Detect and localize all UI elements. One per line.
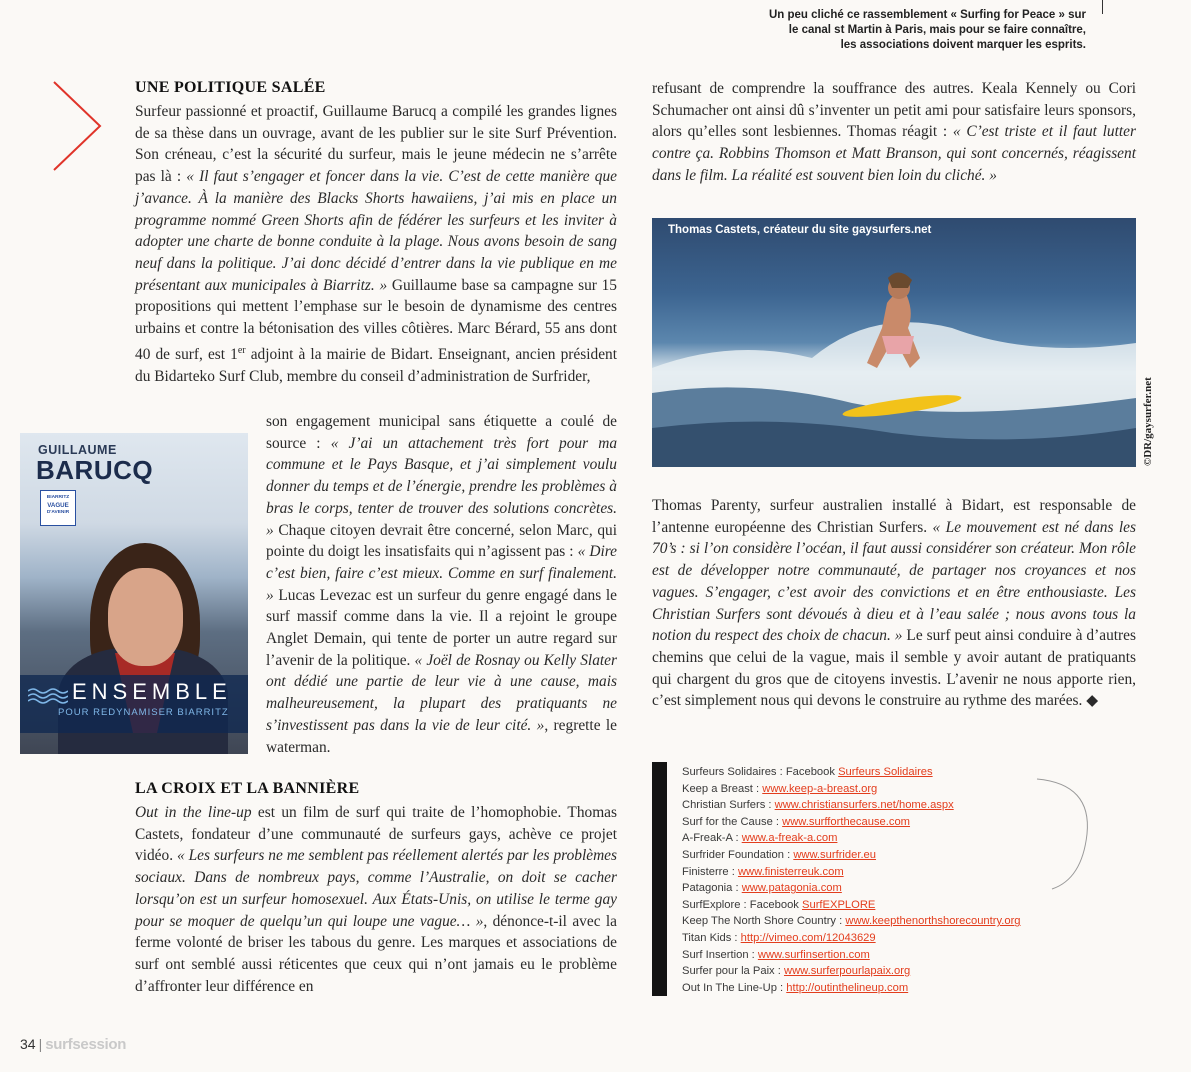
link-item [682,830,1021,847]
page-footer [20,1036,126,1053]
text-span: Thomas Parenty, surfeur australien installé à Bidart, est responsable de l’antenne européenne des Christian Surfers. [652,497,1136,536]
caption-line-1: Un peu cliché ce rassemblement « Surfing for Peace » sur [768,9,1086,21]
link-label: Surf Insertion : [682,948,758,961]
link-item [682,980,1021,997]
link-url[interactable]: Surfeurs Solidaires [838,766,933,778]
quote-thomas: « C’est triste et il faut lutter contre ça. Robbins Thomson et Matt Branson, qui sont concernés, réagissent dans le film. La réalité est souvent bien loin du cliché. » [652,123,1136,184]
photo-caption-top [726,8,1086,53]
link-item [682,797,1021,814]
link-item [682,963,1021,980]
campaign-poster-image [20,433,248,754]
text-span: Guillaume base sa campagne sur 15 propositions qui mettent l’emphase sur le besoin de dynamisme des centres urbains et contre la bétonisation des villes côtières. Marc Bérard, 55 ans dont 40 de surf, est 1 [135,276,617,363]
links-bar [652,762,667,996]
link-label: Keep a Breast : [682,782,763,795]
text-span: est un film de surf qui traite de l’homophobie. Thomas Castets, fondateur d’une communauté de surfeurs gays, achève ce projet vidéo. [135,804,617,865]
text-span: , regrette le waterman. [266,716,617,756]
link-label: Surf for the Cause : [682,815,783,828]
photo-credit: ©DR/gaysurfer.net [1142,377,1154,466]
quote-castets: « Les surfeurs ne me semblent pas réellement alertés par les problèmes sociaux. Dans de nombreux pays, comme l’Australie, on doit se cacher lorsqu’on est un surfeur homosexuel. Aux États-Unis, on utilise le terme gay pour se moquer de quelqu’un qui loupe une vague… » [135,847,618,930]
paragraph-barucq [135,101,617,387]
link-url[interactable]: www.surfforthecause.com [782,815,911,828]
link-url[interactable]: www.surferpourlapaix.org [783,965,911,978]
link-url[interactable]: www.finisterreuk.com [737,865,844,878]
poster-title: ENSEMBLE [72,679,232,704]
caption-rule [1102,0,1103,14]
link-item [682,930,1021,947]
quote-parenty: « Le mouvement est né dans les 70’s : si l’on considère l’océan, il faut aussi considérer son créateur. Mon rôle est de développer notre communauté, de partager nos croyances et nos vagues. S’engager, c’est avoir des convictions et en être enthousiaste. Les Christian Surfers sont dévoués à dieu et à l’eau salée ; nous avons tous la notion du respect des choix de chacun. » [652,518,1136,645]
link-label: Christian Surfers : [682,799,775,812]
link-label: Surfeurs Solidaires : Facebook [682,766,839,778]
badge-top: BIARRITZ [46,495,70,500]
link-label: Finisterre : [682,865,738,878]
article-column-left-top [135,101,617,387]
section-heading-croix: LA CROIX ET LA BANNIÈRE [135,780,360,797]
text-span: Le surf peut ainsi conduire à d’autres chemins que celui de la vague, mais il semble y avoir autant de pratiquants qui chargent du gros que de citoyens investis. L’avenir ne nous apporte rien, c’est simplement nous qui devons le construire au rythme des marées. ◆ [652,627,1136,710]
text-span: Chaque citoyen devrait être concerné, selon Marc, qui pointe du doigt les insatisfaits qui n’agissent pas : [266,521,617,561]
link-url[interactable]: http://outinthelineup.com [786,981,909,994]
poster-badge [40,490,76,526]
poster-first-name: GUILLAUME [38,443,117,457]
link-item [682,764,1021,781]
link-url[interactable]: http://vimeo.com/12043629 [740,931,876,944]
photo-caption: Thomas Castets, créateur du site gaysurfers.net [668,224,932,236]
badge-mid: VAGUE [47,501,69,509]
text-span: son engagement municipal sans étiquette a coulé de source : [266,413,617,452]
link-label: SurfExplore : Facebook [682,898,803,911]
caption-line-3: les associations doivent marquer les esprits. [840,39,1086,51]
link-item [682,864,1021,881]
link-url[interactable]: www.a-freak-a.com [741,832,838,845]
poster-portrait-face [108,568,183,666]
surfer-photo [652,218,1136,467]
footer-separator: | [38,1036,43,1052]
link-label: Patagonia : [682,882,742,895]
chevron-icon [50,80,105,172]
link-item [682,781,1021,798]
text-span: , dénonce-t-il avec la ferme volonté de briser les tabous du genre. Les marques et associations de surf ont semblé aussi réticentes que ceux qui n’ont jamais eu le problème d’affronter leur différence en [135,912,617,995]
link-item [682,947,1021,964]
link-url[interactable]: www.surfrider.eu [793,848,877,861]
text-span: adjoint à la mairie de Bidart. Enseignant, ancien président du Bidarteko Surf Club, membre du conseil d’administration de Surfrider, [135,345,617,385]
link-label: Out In The Line-Up : [682,981,787,994]
text-span: Surfeur passionné et proactif, Guillaume Barucq a compilé les grandes lignes de sa thèse dans un ouvrage, avant de les publier sur le site Surf Prévention. Son créneau, c’est la sécurité du surfeur, mais le jeune médecin ne s’arrête pas là : [135,103,617,186]
film-title: Out in the line-up [135,804,252,821]
link-item [682,880,1021,897]
text-span: refusant de comprendre la souffrance des autres. Keala Kennely ou Cori Schumacher ont ainsi dû s’inventer un petit ami pour satisfaire leurs sponsors, alors qu’elles sont lesbiennes. Thomas réagit : [652,80,1136,141]
quote-barucq: « Il faut s’engager et foncer dans la vie. C’est de cette manière que j’avance. À la manière des Blacks Shorts hawaiiens, j’ai mis en place un programme nommé Green Shorts afin de fédérer les surfeurs et les inviter à adopter une charte de bonne conduite à la plage. Nous avons besoin de sang neuf dans la politique. J’ai donc décidé d’entrer dans la vie publique en me présentant aux municipales à Biarritz. » [135,168,617,294]
link-url[interactable]: www.patagonia.com [741,882,842,895]
page-number: 34 [20,1036,36,1052]
link-url[interactable]: www.keepthenorthshorecountry.org [845,915,1021,928]
caption-line-2: le canal st Martin à Paris, mais pour se faire connaître, [788,24,1086,36]
article-column-left-wrap [266,411,617,758]
poster-subtitle: POUR REDYNAMISER BIARRITZ [58,707,229,718]
links-list [682,764,1021,996]
waves-icon [28,687,68,705]
link-url[interactable]: www.surfinsertion.com [757,948,870,961]
link-item [682,814,1021,831]
text-span: Lucas Levezac est un surfeur du genre engagé dans le surf massif comme dans la vie. Il a rejoint le groupe Anglet Demain, qui tente de porter un autre regard sur l’avenir de la politique. [266,586,617,669]
link-item [682,897,1021,914]
link-label: Titan Kids : [682,931,741,944]
paragraph-parenty [652,495,1136,712]
links-box [652,762,1092,998]
link-label: Keep The North Shore Country : [682,915,846,928]
quote-berard: « J’ai un attachement très fort pour ma commune et le Pays Basque, et j’ai simplement voulu donner du temps et de l’énergie, prendre les problèmes à bras le corps, tenter de trouver des solutions concrètes. » [266,434,618,539]
poster-last-name: BARUCQ [36,455,154,485]
link-item [682,847,1021,864]
link-item [682,913,1021,930]
link-label: Surfer pour la Paix : [682,965,784,978]
paragraph-berard-levezac [266,411,617,758]
quote-levezac: « Joël de Rosnay ou Kelly Slater ont dédié une partie de leur vie à une cause, mais malheureusement, la plupart des pratiquants ne s’investissent pas dans la vie de leur cité. » [266,651,617,734]
badge-bottom: D'AVENIR [46,510,70,515]
link-url[interactable]: SurfEXPLORE [802,898,876,911]
curl-decoration-icon [1032,774,1092,894]
section-heading-politique: UNE POLITIQUE SALÉE [135,79,326,96]
article-column-right-top [652,78,1136,187]
link-label: Surfrider Foundation : [682,848,794,861]
magazine-brand: surfsession [45,1036,127,1053]
paragraph-castets [135,802,617,997]
quote-berard-2: « Dire c’est bien, faire c’est mieux. Comme en surf finalement. » [266,543,617,604]
article-column-right-bottom [652,495,1136,712]
superscript: er [237,344,246,356]
link-url[interactable]: www.keep-a-breast.org [762,782,878,795]
article-column-left-bottom [135,802,617,997]
surf-scene-drawing [652,218,1136,467]
link-url[interactable]: www.christiansurfers.net/home.aspx [774,799,954,812]
link-label: A-Freak-A : [682,832,742,845]
paragraph-kennely [652,78,1136,187]
